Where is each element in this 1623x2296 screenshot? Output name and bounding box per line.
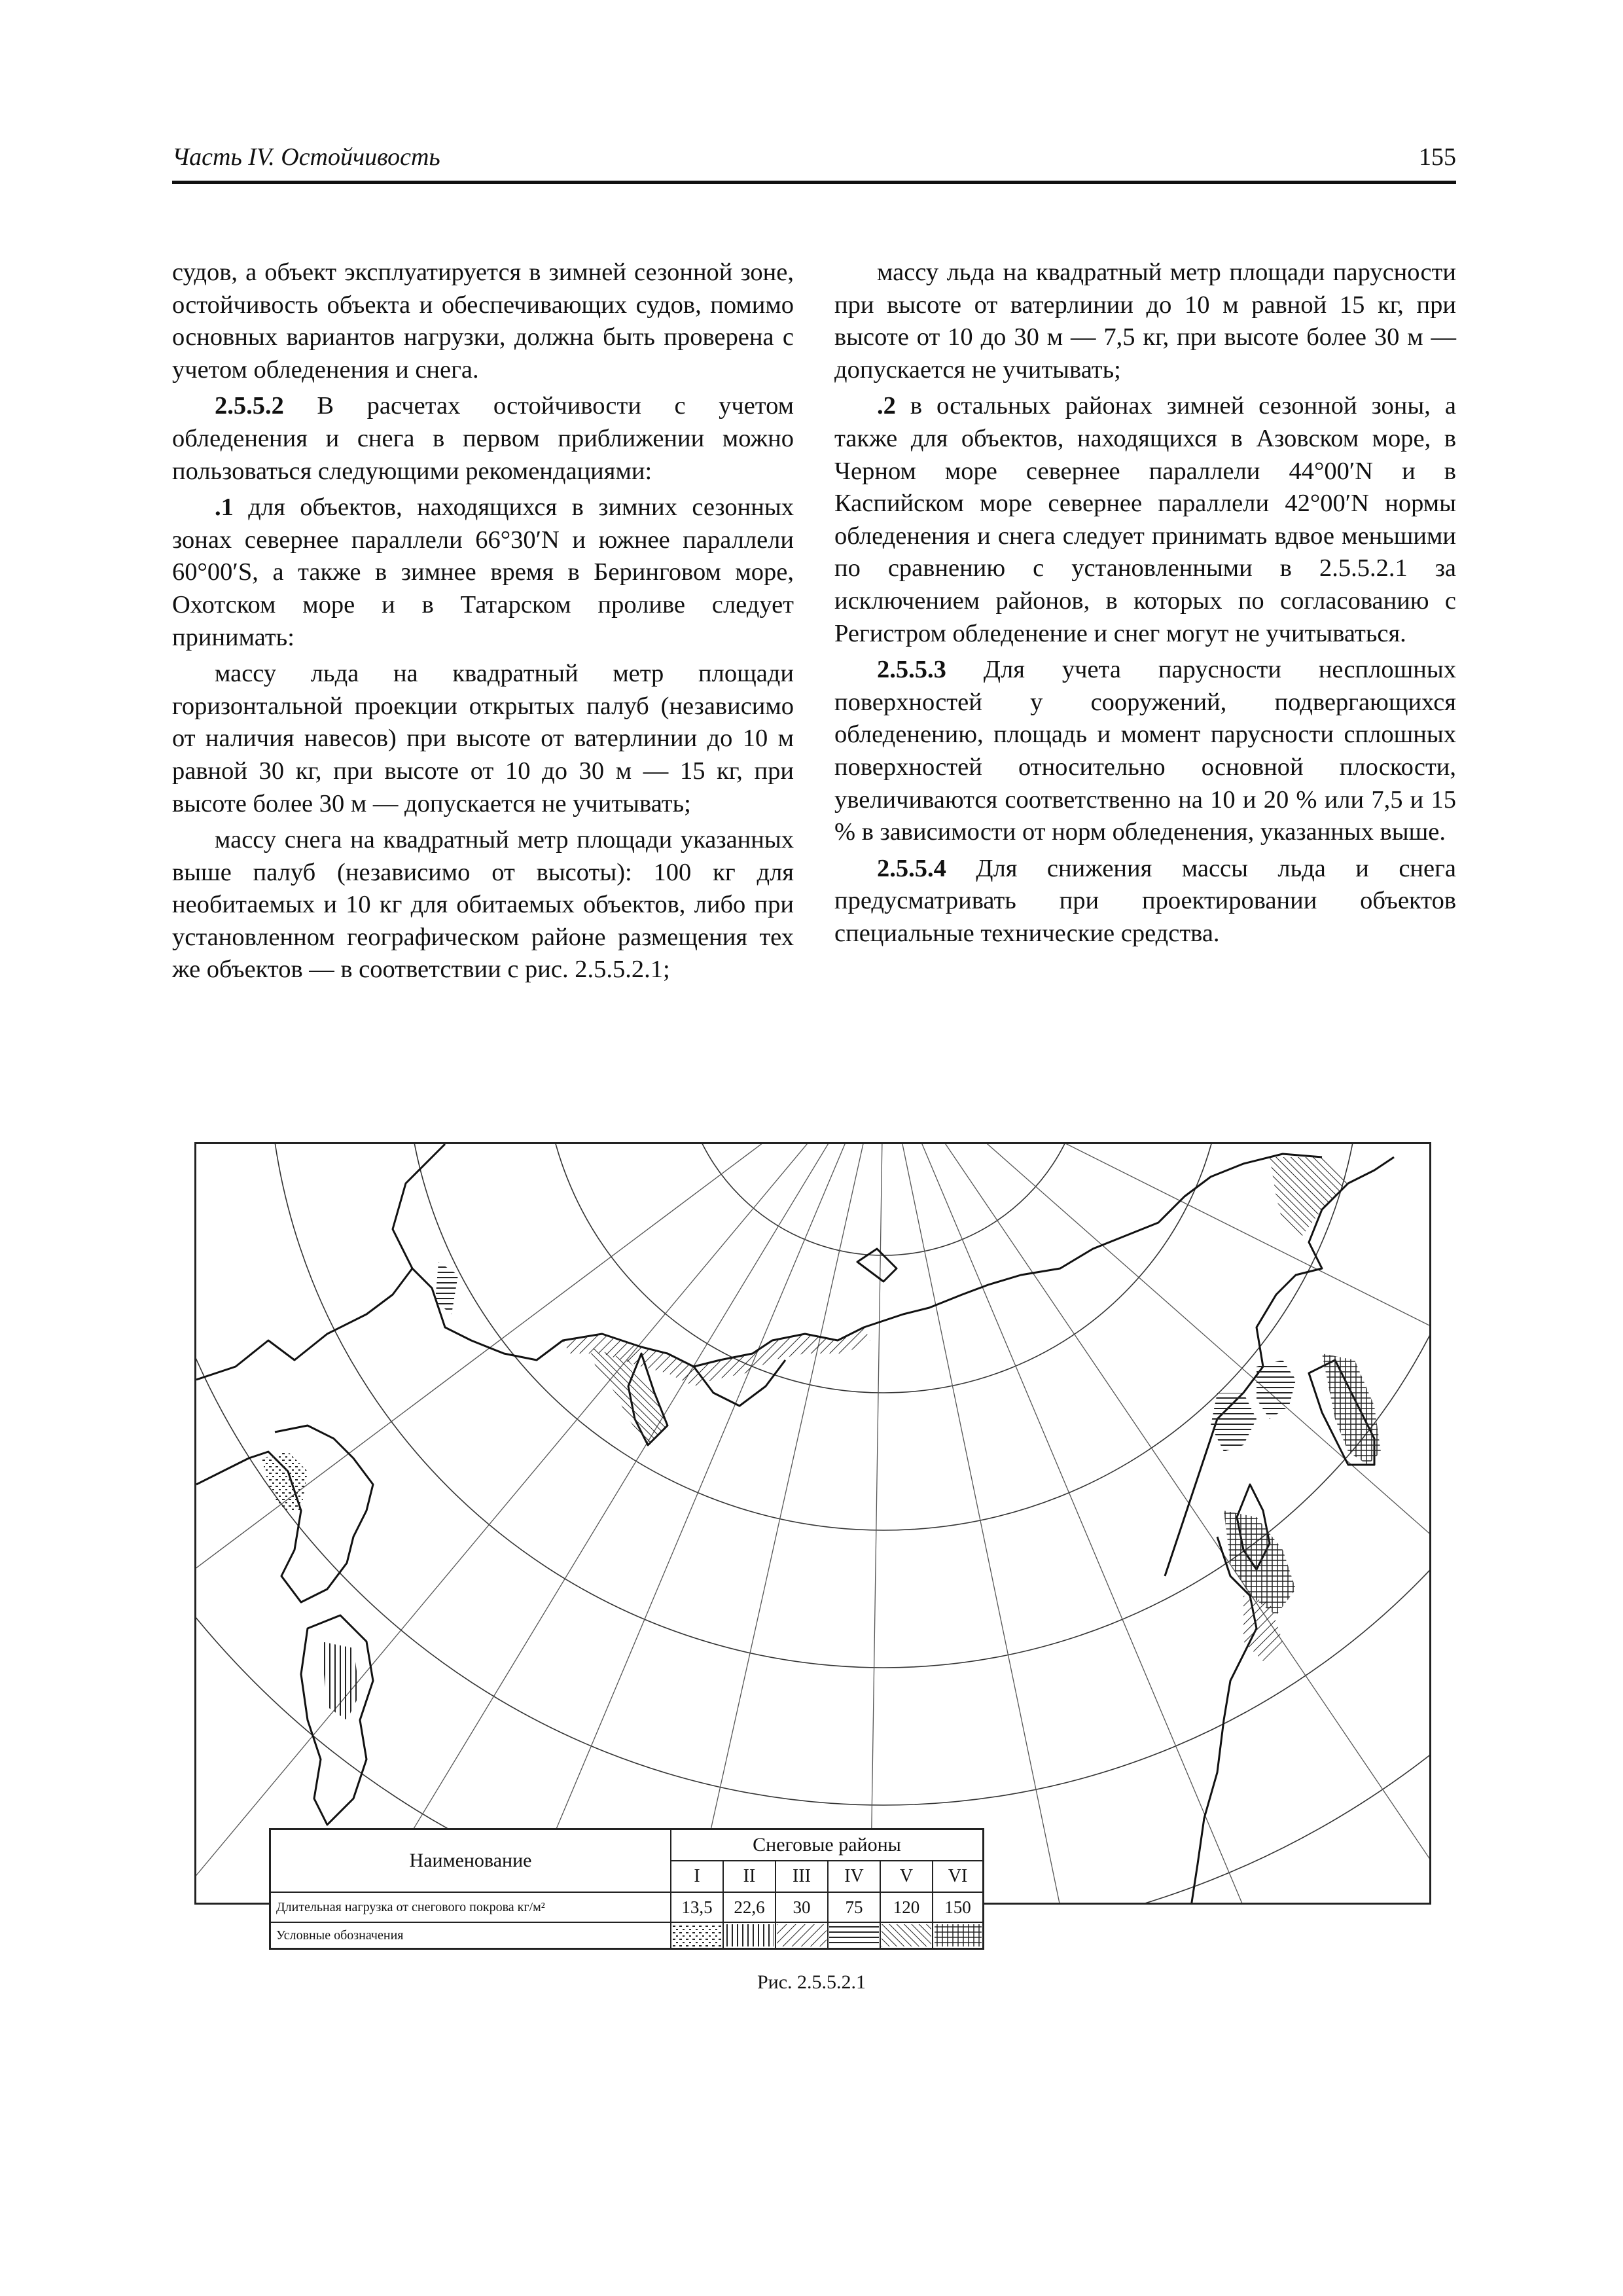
symbol-region-6 bbox=[933, 1923, 982, 1948]
symbol-region-1 bbox=[671, 1923, 724, 1948]
paragraph-item-1 bbox=[172, 492, 794, 654]
symbol-region-4 bbox=[829, 1923, 881, 1948]
paragraph-text: Для учета парусности несплошных поверхностей у сооружений, подвергающихся обледенению, площадь и момент парусности сплошных поверхностей относительно основной плоскости, увеличиваются соответственно на 10 и 20 % или 7,5 и 15 % в зависимости от норм обледенения, указанных выше. bbox=[834, 656, 1456, 846]
paragraph: судов, а объект эксплуатируется в зимней сезонной зоне, остойчивость объекта и обеспечивающих судов, помимо основных вариантов нагрузки, должна быть проверена с учетом обледенения и снега. bbox=[172, 259, 794, 384]
region-label: III bbox=[776, 1861, 829, 1893]
right-column bbox=[834, 257, 1456, 954]
symbol-region-2 bbox=[724, 1923, 776, 1948]
section-number: 2.5.5.3 bbox=[877, 656, 946, 684]
pattern-swatch bbox=[672, 1924, 722, 1946]
paragraph-text: В расчетах остойчивости с учетом обледенения и снега в первом приближении можно пользоваться следующими рекомендациями: bbox=[172, 392, 794, 485]
pattern-swatch bbox=[935, 1924, 982, 1946]
paragraph-2-5-5-4 bbox=[834, 853, 1456, 950]
table-header-name: Наименование bbox=[271, 1830, 671, 1893]
region-label: VI bbox=[933, 1861, 982, 1893]
snow-regions-table bbox=[269, 1828, 984, 1950]
paragraph-2-5-5-2 bbox=[172, 390, 794, 488]
header-title: Часть IV. Остойчивость bbox=[172, 143, 440, 171]
snow-load-label: Длительная нагрузка от снегового покрова кг/м² bbox=[271, 1893, 671, 1923]
region-label: V bbox=[881, 1861, 933, 1893]
snow-load-value: 150 bbox=[933, 1893, 982, 1923]
region-label: IV bbox=[829, 1861, 881, 1893]
snow-load-value: 75 bbox=[829, 1893, 881, 1923]
symbol-region-3 bbox=[776, 1923, 829, 1948]
region-label: I bbox=[671, 1861, 724, 1893]
page-number: 155 bbox=[1419, 143, 1456, 171]
map-drawing bbox=[196, 1144, 1431, 1905]
snow-load-value: 30 bbox=[776, 1893, 829, 1923]
figure-caption: Рис. 2.5.5.2.1 bbox=[757, 1971, 866, 1993]
pattern-swatch bbox=[777, 1924, 827, 1946]
paragraph-text: Для снижения массы льда и снега предусматривать при проектировании объектов специальные технические средства. bbox=[834, 854, 1456, 947]
section-number: 2.5.5.4 bbox=[877, 854, 946, 882]
paragraph-text: для объектов, находящихся в зимних сезонных зонах севернее параллели 66°30′N и южнее параллели 60°00′S, а также в зимнее время в Беринговом море, Охотском море и в Татарском проливе следует принимать: bbox=[172, 493, 794, 651]
symbol-region-5 bbox=[881, 1923, 933, 1948]
paragraph-2-5-5-3 bbox=[834, 654, 1456, 849]
paragraph-text: в остальных районах зимней сезонной зоны, а также для объектов, находящихся в Азовском море, в Черном море севернее параллели 44°00′N и в Каспийском море севернее параллели 42°00′N нормы обледенения и снега следует принимать вдвое меньшими по сравнению с установленными в 2.5.5.2.1 за исключением районов, в которых по согласованию с Регистром обледенение и снег могут не учитываться. bbox=[834, 392, 1456, 647]
snow-regions-map bbox=[194, 1142, 1431, 1905]
pattern-swatch bbox=[724, 1924, 774, 1946]
item-number: .2 bbox=[877, 392, 896, 420]
table-header-regions: Снеговые районы bbox=[671, 1830, 982, 1861]
paragraph: массу снега на квадратный метр площади указанных выше палуб (независимо от высоты): 100 кг для необитаемых и 10 кг для обитаемых объектов, либо при установленном географическом районе размещения тех же объектов — в соответствии с рис. 2.5.5.2.1; bbox=[172, 826, 794, 984]
region-label: II bbox=[724, 1861, 776, 1893]
snow-load-value: 22,6 bbox=[724, 1893, 776, 1923]
snow-load-value: 13,5 bbox=[671, 1893, 724, 1923]
paragraph: массу льда на квадратный метр площади горизонтальной проекции открытых палуб (независимо от наличия навесов) при высоте от ватерлинии до 10 м равной 30 кг, при высоте от 10 до 30 м — 15 кг, при высоте более 30 м — допускается не учитывать; bbox=[172, 660, 794, 817]
coastlines bbox=[196, 1144, 1394, 1905]
left-column bbox=[172, 257, 794, 990]
paragraph: массу льда на квадратный метр площади парусности при высоте от ватерлинии до 10 м равной 15 кг, при высоте от 10 до 30 м — 7,5 кг, при высоте более 30 м — допускается не учитывать; bbox=[834, 259, 1456, 384]
section-number: 2.5.5.2 bbox=[215, 392, 284, 420]
item-number: .1 bbox=[215, 493, 234, 522]
pattern-swatch bbox=[882, 1924, 931, 1946]
symbols-label: Условные обозначения bbox=[271, 1923, 671, 1948]
pattern-swatch bbox=[829, 1924, 879, 1946]
snow-load-value: 120 bbox=[881, 1893, 933, 1923]
page-header bbox=[172, 143, 1456, 184]
snow-region-hatching bbox=[262, 1157, 1381, 1720]
paragraph-item-2 bbox=[834, 390, 1456, 650]
